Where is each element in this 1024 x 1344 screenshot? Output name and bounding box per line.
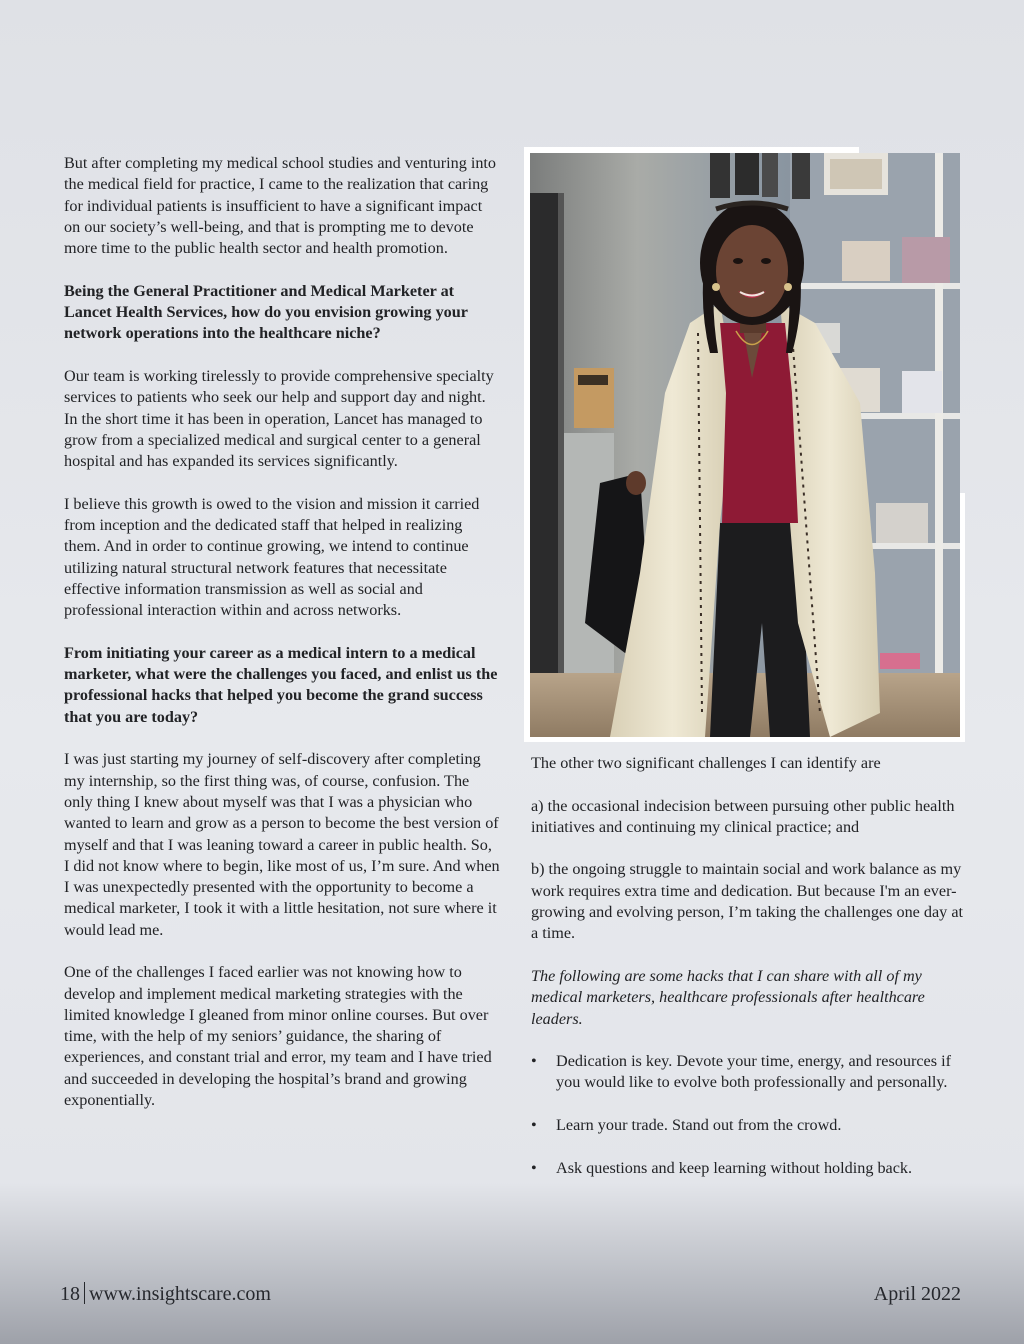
photo-frame [524,737,965,742]
hacks-intro: The following are some hacks that I can share with all of my medical marketers, healthcare professionals after healthcare leaders. [531,966,925,1028]
page-number: 18 [60,1283,80,1305]
portrait-photo [530,153,960,737]
website-link[interactable]: www.insightscare.com [89,1283,271,1305]
interview-question: Being the General Practitioner and Medical Marketer at Lancet Health Services, how do you envision growing your network operations into the healthcare niche? [64,281,468,343]
list-item-text: Ask questions and keep learning without holding back. [556,1158,913,1177]
interview-question: From initiating your career as a medical intern to a medical marketer, what were the challenges you faced, and enlist us the professional hacks that helped you become the grand success that you are today? [64,643,498,726]
list-item-text: Dedication is key. Devote your time, energy, and resources if you would like to evolve both professionally and personally. [556,1052,951,1092]
bullet-icon: • [531,1052,537,1071]
list-item [531,1051,971,1094]
photo-frame [960,493,965,742]
right-column [531,753,971,1200]
left-column [64,153,500,1133]
footer-left [60,1282,271,1306]
list-item [531,1158,971,1179]
paragraph: a) the occasional indecision between pursuing other public health initiatives and continuing my clinical practice; and [531,796,955,836]
paragraph: One of the challenges I faced earlier was not knowing how to develop and implement medical marketing strategies with the limited knowledge I gleaned from minor online courses. But over time, with the help of my seniors’ guidance, the sharing of experiences, and constant trial and error, my team and I have tried and succeeded in developing the hospital’s brand and growing exponentially. [64,963,492,1110]
paragraph: The other two significant challenges I can identify are [531,754,881,772]
list-item-text: Learn your trade. Stand out from the crowd. [556,1116,842,1135]
paragraph: But after completing my medical school studies and venturing into the medical field for practice, I came to the realization that caring for individual patients is insufficient to have a significant impact on our society’s well-being, and that is prompting me to devote more time to the public health sector and health promotion. [64,154,497,258]
paragraph: b) the ongoing struggle to maintain social and work balance as my work requires extra time and dedication. But because I'm an ever-growing and evolving person, I’m taking the challenges one day at a time. [531,860,963,943]
paragraph: I was just starting my journey of self-discovery after completing my internship, so the first thing was, of course, confusion. The only thing I knew about myself was that I was a physician who wanted to learn and grow as a person to become the best version of myself and that I was leaning toward a career in public health. So, I did not know where to begin, like most of us, I’m sure. And when I was unexpectedly presented with the opportunity to become a medical marketer, I took it with a little hesitation, not sure where it would lead me. [64,750,500,939]
footer-divider [84,1282,85,1304]
bullet-icon: • [531,1116,537,1135]
paragraph: Our team is working tirelessly to provide comprehensive specialty services to patients who seek our help and support day and night. In the short time it has been in operation, Lancet has managed to grow from a specialized medical and surgical center to a general hospital and has expanded its services significantly. [64,366,494,471]
hacks-list [531,1051,971,1179]
bullet-icon: • [531,1158,537,1177]
paragraph: I believe this growth is owed to the vision and mission it carried from inception and the dedicated staff that helped in realizing them. And in order to continue growing, we intend to continue utilizing natural structural network features that necessitate effective information transmission as well as social and professional interaction within and across networks. [64,494,480,620]
list-item [531,1115,971,1136]
issue-date: April 2022 [873,1283,961,1305]
